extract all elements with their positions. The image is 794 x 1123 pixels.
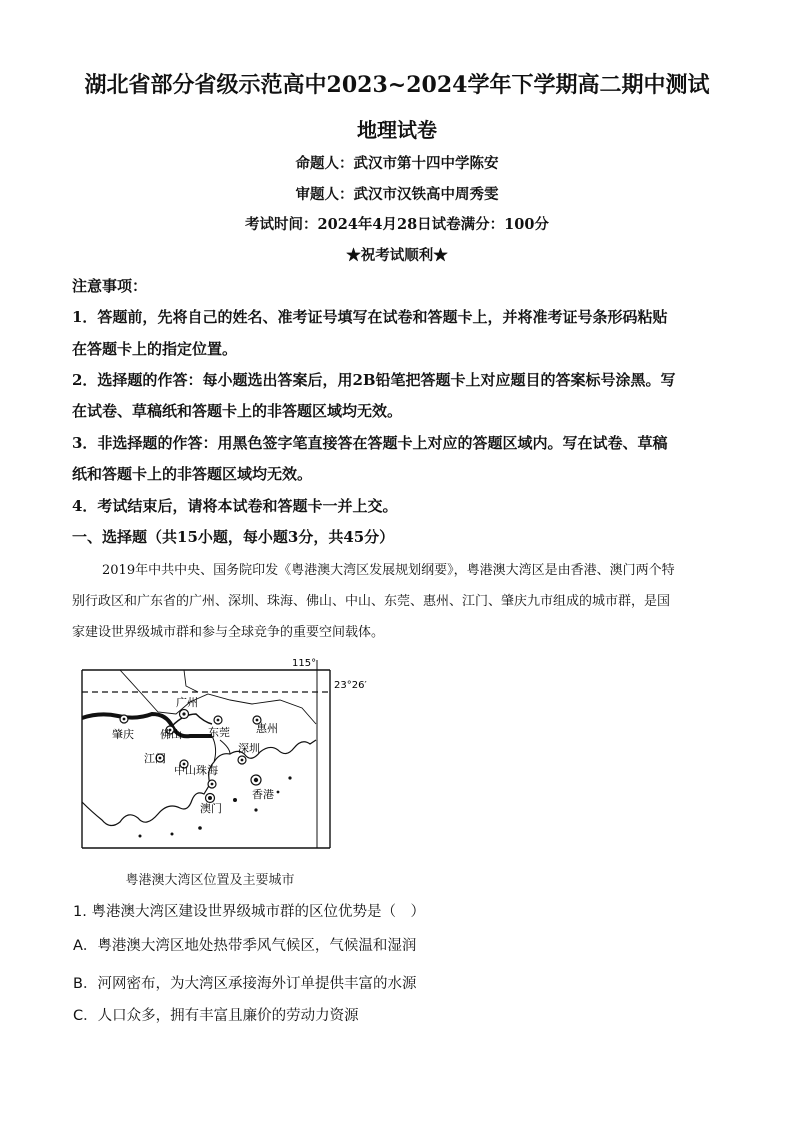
note-line: 3．非选择题的作答：用黑色签字笔直接答在答题卡上对应的答题区域内。写在试卷、草稿 [72, 434, 668, 452]
city-zhongshan [174, 760, 196, 777]
exam-author: 命题人：武汉市第十四中学陈安 [295, 155, 499, 172]
city-shenzhen [238, 741, 260, 764]
note-line: 在试卷、草稿纸和答题卡上的非答题区域均无效。 [72, 402, 403, 420]
question-stem: 1. 粤港澳大湾区建设世界级城市群的区位优势是（ ） [73, 904, 425, 920]
notes-heading: 注意事项： [72, 277, 148, 295]
svg-text:肇庆: 肇庆 [112, 728, 134, 741]
city-hongkong [251, 775, 274, 801]
city-jiangmen [144, 751, 166, 765]
svg-text:澳门: 澳门 [200, 802, 222, 815]
city-foshan [160, 726, 182, 741]
svg-text:中山: 中山 [174, 764, 196, 777]
svg-text:佛山: 佛山 [160, 728, 182, 741]
option-c: C．人口众多，拥有丰富且廉价的劳动力资源 [73, 1008, 359, 1024]
section-heading: 一、选择题（共15小题，每小题3分，共45分） [72, 528, 395, 546]
exam-subtitle: 地理试卷 [357, 118, 437, 142]
city-guangzhou [176, 695, 198, 719]
city-huizhou [253, 716, 278, 735]
exam-wish: ★祝考试顺利★ [346, 247, 448, 264]
longitude-label: 115° [292, 658, 317, 669]
latitude-label: 23°26′ [334, 680, 367, 691]
note-line: 1．答题前，先将自己的姓名、准考证号填写在试卷和答题卡上，并将准考证号条形码粘贴 [72, 308, 668, 326]
map-caption: 粤港澳大湾区位置及主要城市 [125, 873, 295, 888]
passage-line: 家建设世界级城市群和参与全球竞争的重要空间载体。 [72, 625, 385, 640]
svg-text:江门: 江门 [144, 752, 166, 765]
note-line: 4．考试结束后，请将本试卷和答题卡一并上交。 [72, 497, 398, 515]
exam-title: 湖北省部分省级示范高中2023~2024学年下学期高二期中测试 [84, 72, 710, 98]
greater-bay-area-map [80, 652, 367, 852]
svg-text:广州: 广州 [176, 696, 198, 709]
svg-text:珠海: 珠海 [196, 764, 218, 777]
svg-text:东莞: 东莞 [208, 726, 230, 739]
city-zhuhai [196, 763, 218, 788]
passage-line: 别行政区和广东省的广州、深圳、珠海、佛山、中山、东莞、惠州、江门、肇庆九市组成的城市群，是国 [72, 594, 671, 609]
option-a: A．粤港澳大湾区地处热带季风气候区，气候温和湿润 [73, 938, 417, 954]
option-b: B．河网密布，为大湾区承接海外订单提供丰富的水源 [73, 976, 417, 992]
svg-text:惠州: 惠州 [256, 722, 278, 735]
svg-text:香港: 香港 [252, 788, 274, 801]
note-line: 在答题卡上的指定位置。 [72, 340, 238, 358]
city-dongguan [208, 716, 230, 739]
exam-reviewer: 审题人：武汉市汉铁高中周秀雯 [295, 186, 499, 203]
exam-info: 考试时间：2024年4月28日试卷满分：100分 [245, 216, 549, 233]
note-line: 2．选择题的作答：每小题选出答案后，用2B铅笔把答题卡上对应题目的答案标号涂黑。写 [72, 371, 676, 389]
note-line: 纸和答题卡上的非答题区域均无效。 [72, 465, 313, 483]
city-macau [200, 794, 222, 816]
passage-line: 2019年中共中央、国务院印发《粤港澳大湾区发展规划纲要》，粤港澳大湾区是由香港、澳门两个特 [102, 563, 675, 578]
svg-text:深圳: 深圳 [238, 742, 260, 755]
